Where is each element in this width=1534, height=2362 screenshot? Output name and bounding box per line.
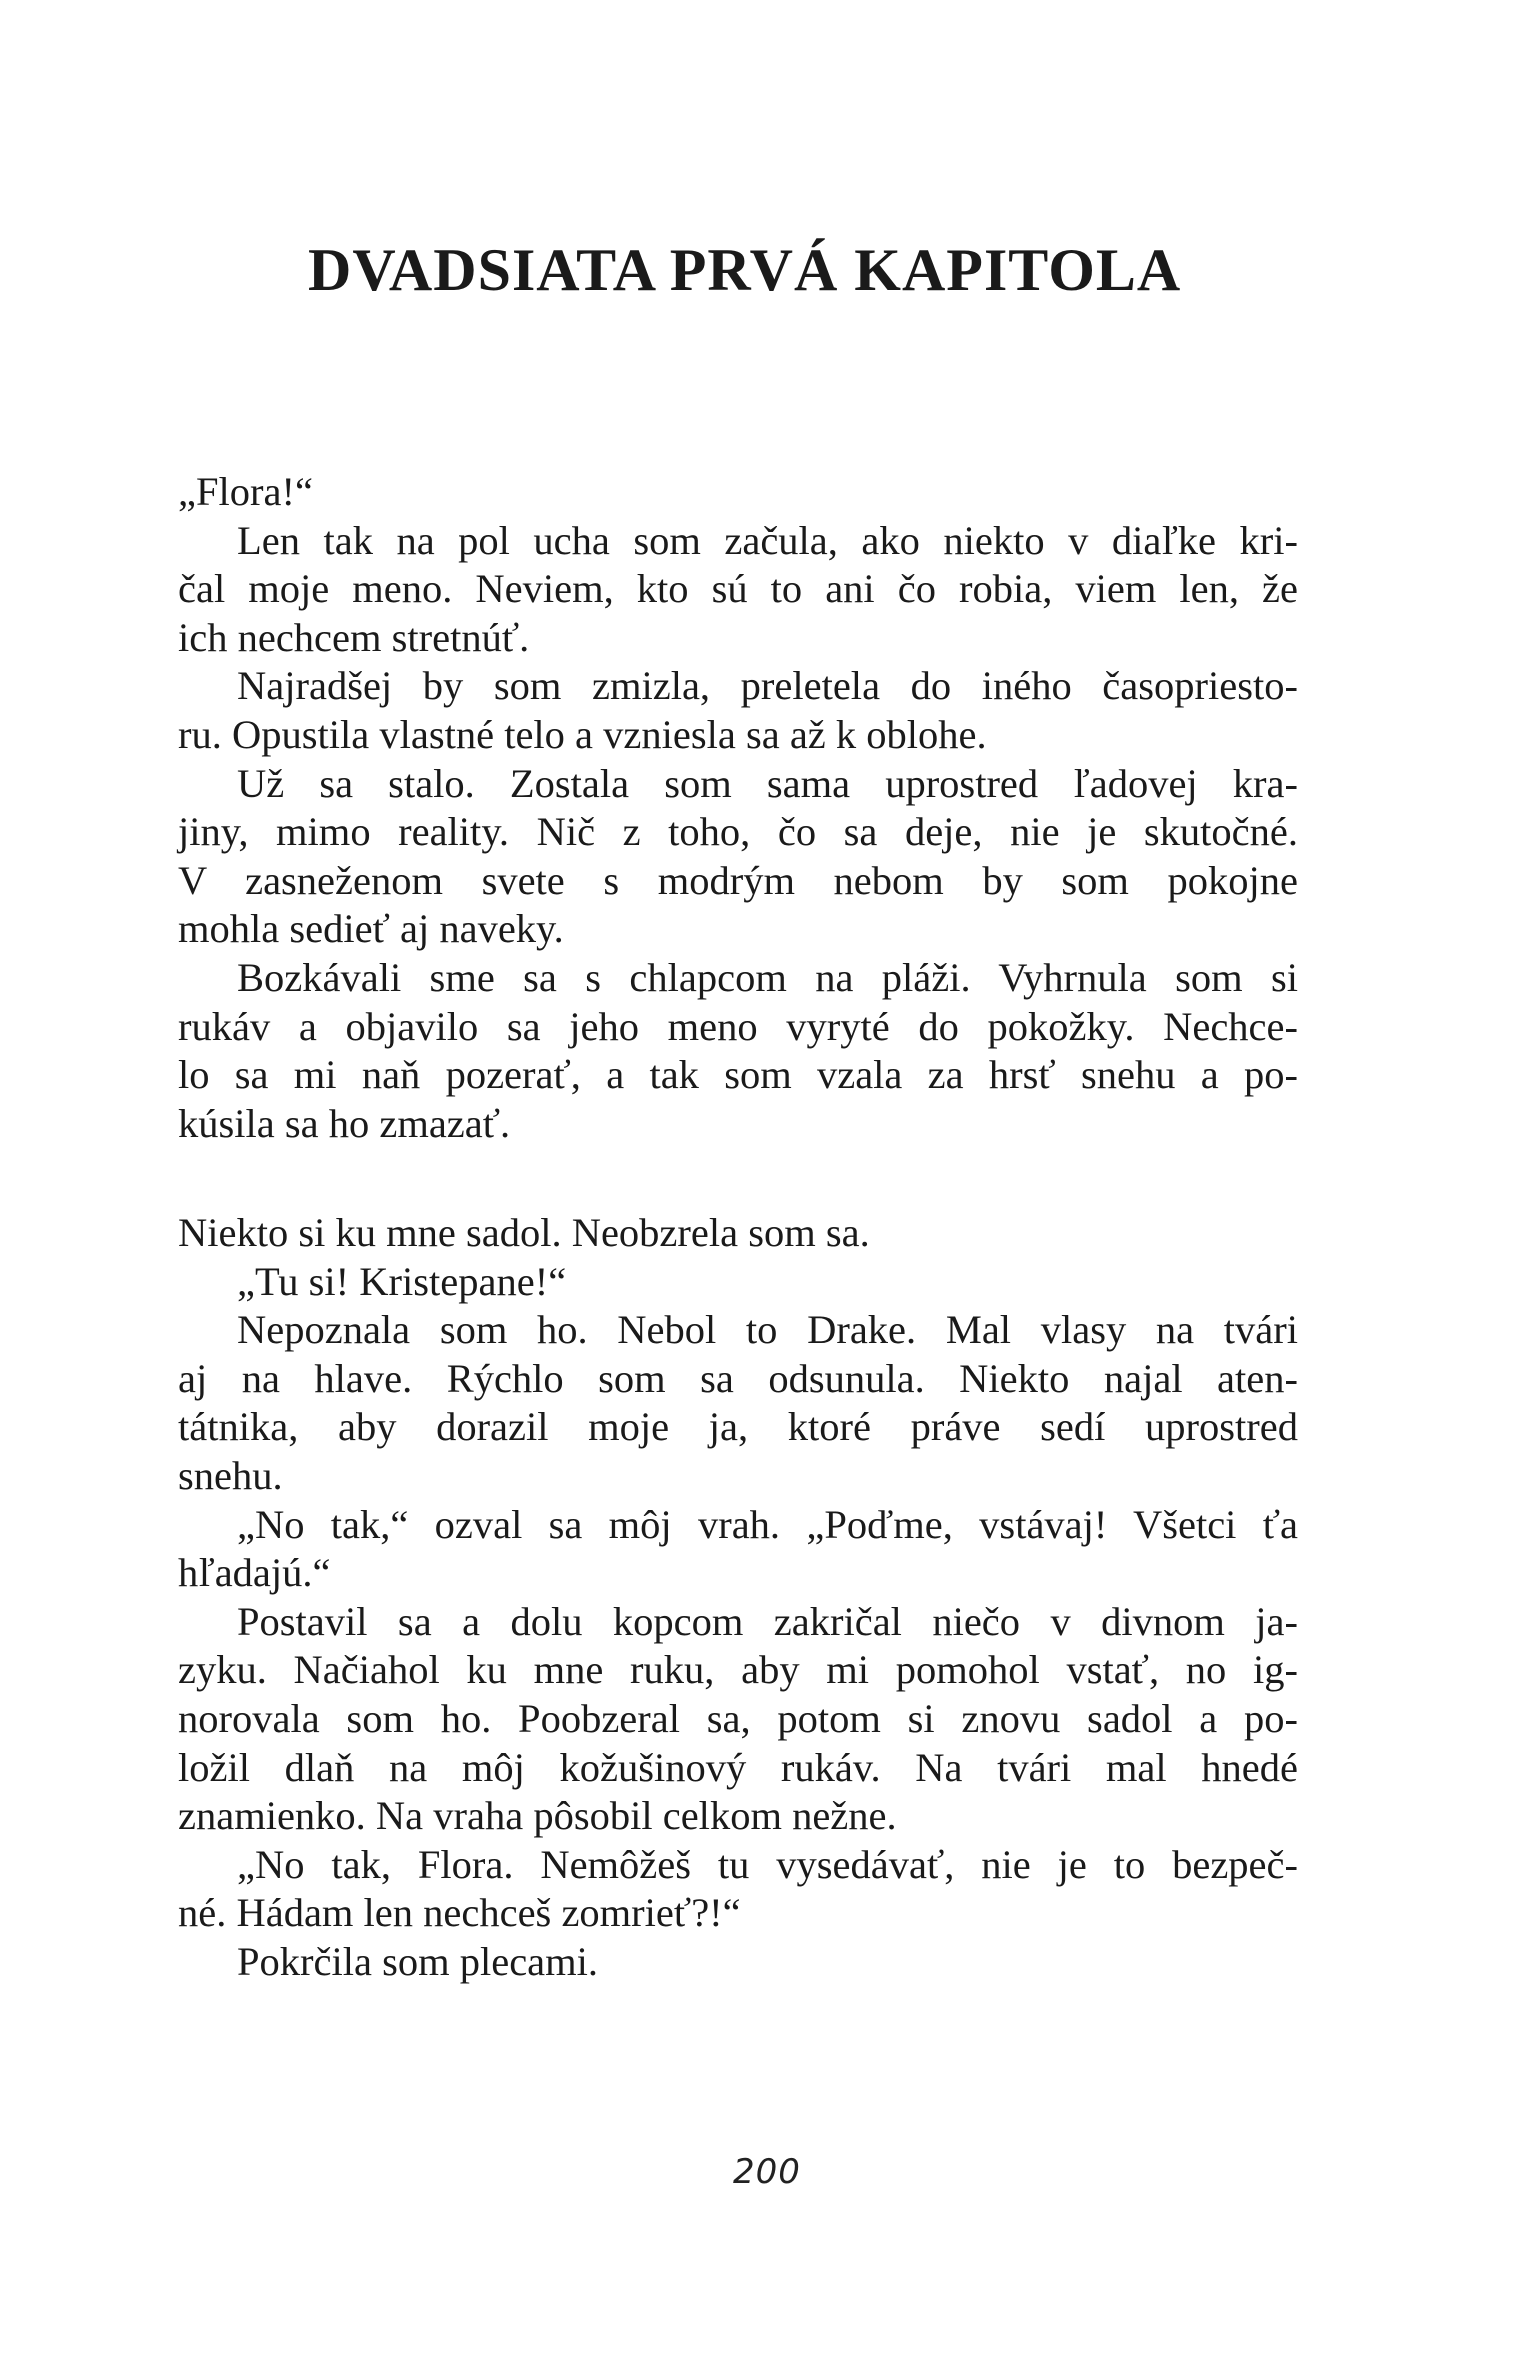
text-line: mohla sedieť aj naveky. bbox=[178, 906, 564, 952]
text-line: Už sa stalo. Zostala som sama uprostred ľadovej kra- bbox=[237, 760, 1298, 806]
text-block-1 bbox=[178, 468, 1298, 1148]
text-line: „Tu si! Kristepane!“ bbox=[237, 1258, 567, 1304]
text-line: Bozkávali sme sa s chlapcom na pláži. Vyhrnula som si bbox=[237, 954, 1298, 1000]
text-line: snehu. bbox=[178, 1452, 283, 1498]
text-line: rukáv a objavilo sa jeho meno vyryté do pokožky. Nechce- bbox=[178, 1003, 1298, 1049]
text-line: Niekto si ku mne sadol. Neobzrela som sa. bbox=[178, 1210, 870, 1255]
text-line: Len tak na pol ucha som začula, ako niekto v diaľke kri- bbox=[237, 517, 1298, 563]
text-line: tátnika, aby dorazil moje ja, ktoré práve sedí uprostred bbox=[178, 1404, 1298, 1450]
page-number: 200 bbox=[733, 2152, 801, 2192]
text-line: né. Hádam len nechceš zomrieť?!“ bbox=[178, 1890, 741, 1936]
text-line: Najradšej by som zmizla, preletela do iného časopriesto- bbox=[237, 663, 1298, 709]
text-line: hľadajú.“ bbox=[178, 1550, 331, 1596]
chapter-title: DVADSIATA PRVÁ KAPITOLA bbox=[308, 237, 1182, 303]
text-line: čal moje meno. Neviem, kto sú to ani čo robia, viem len, že bbox=[178, 566, 1298, 612]
text-line: ru. Opustila vlastné telo a vzniesla sa až k oblohe. bbox=[178, 711, 987, 757]
text-line: jiny, mimo reality. Nič z toho, čo sa deje, nie je skutočné. bbox=[178, 809, 1298, 855]
text-line: ložil dlaň na môj kožušinový rukáv. Na tvári mal hnedé bbox=[178, 1744, 1298, 1790]
text-line: aj na hlave. Rýchlo som sa odsunula. Niekto najal aten- bbox=[178, 1355, 1298, 1401]
text-block-2 bbox=[178, 1209, 1298, 1987]
text-line: „No tak, Flora. Nemôžeš tu vysedávať, nie je to bezpeč- bbox=[237, 1841, 1298, 1887]
text-line: V zasneženom svete s modrým nebom by som pokojne bbox=[178, 857, 1298, 903]
text-line: zyku. Načiahol ku mne ruku, aby mi pomohol vstať, no ig- bbox=[178, 1647, 1298, 1693]
text-line: Nepoznala som ho. Nebol to Drake. Mal vlasy na tvári bbox=[237, 1307, 1298, 1353]
text-line: norovala som ho. Poobzeral sa, potom si znovu sadol a po- bbox=[178, 1695, 1298, 1741]
text-line: „Flora!“ bbox=[178, 469, 313, 514]
text-line: Postavil sa a dolu kopcom zakričal niečo v divnom ja- bbox=[237, 1598, 1298, 1644]
text-line: Pokrčila som plecami. bbox=[237, 1938, 599, 1984]
text-line: ich nechcem stretnúť. bbox=[178, 614, 530, 660]
text-line: „No tak,“ ozval sa môj vrah. „Poďme, vstávaj! Všetci ťa bbox=[237, 1501, 1298, 1547]
text-line: znamienko. Na vraha pôsobil celkom nežne. bbox=[178, 1793, 897, 1839]
text-line: lo sa mi naň pozerať, a tak som vzala za hrsť snehu a po- bbox=[178, 1052, 1298, 1098]
text-line: kúsila sa ho zmazať. bbox=[178, 1100, 511, 1146]
